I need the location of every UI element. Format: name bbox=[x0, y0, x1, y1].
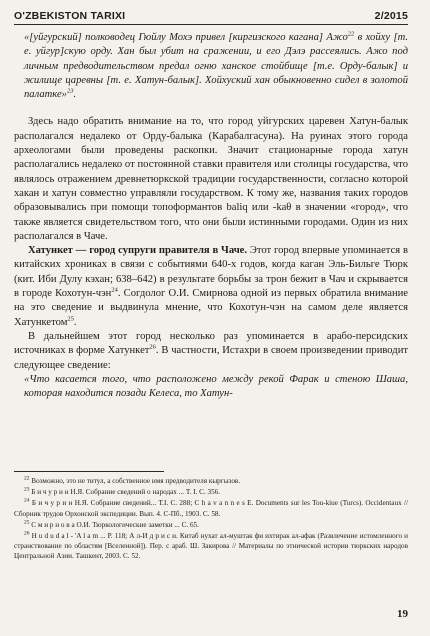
paragraph-2-text: Этот город впервые упоминается в китайских хрониках в связи с событиями 640-х годов, когда каган Эль-Бильге Тюрк (кит. Иби Дулу кэхан; 638–642) в результате борьбы за трон бежит в Чач и скрывается в городе Кохотун-чэн bbox=[14, 245, 409, 300]
footnote-number: 24 bbox=[24, 498, 30, 505]
page-number: 19 bbox=[397, 608, 408, 620]
footnote-ref-22: 22 bbox=[347, 30, 355, 38]
footnote-number: 22 bbox=[24, 475, 30, 482]
footnote-ref-24: 24 bbox=[111, 286, 118, 294]
footnote-ref-26: 26 bbox=[149, 343, 156, 351]
footnote-ref-23: 23 bbox=[66, 87, 74, 95]
footnote bbox=[14, 476, 408, 486]
paragraph-3 bbox=[14, 330, 408, 373]
paragraph-2-text-continued: . Согдолог О.И. Смирнова одной из первых обратила внимание на это сведение и выдвинула мнение, что Кохотун-чэн на самом деле является Хатункетом bbox=[14, 288, 408, 328]
footnote-text: H u d u d a l - 'A l a m ... P. 118; А л-И д р и с и. Китаб нухат ал-муштак фи ихтирак ал-афак (Развлечение истомленного и странствование по областям [Вселенной]). Пер. с араб. Ш. Закирова // Материалы по этнической истории тюркских народов Центральной Азии. Ташкент, 2003. С. 52. bbox=[14, 532, 409, 561]
footnote-number: 25 bbox=[24, 519, 30, 526]
quote-1-end: . bbox=[73, 89, 77, 101]
footnote-ref-25: 25 bbox=[67, 315, 74, 323]
paragraph-2-end: . bbox=[73, 316, 77, 328]
paragraph-3-text-continued: . В частности, Истахри в своем произведении приводит следующее сведение: bbox=[14, 345, 408, 371]
paragraph-3-text: В дальнейшем этот город несколько раз упоминается в арабо-персидских источниках в форме Хатункет bbox=[14, 330, 408, 357]
footnote-text: С м и р н о в а О.И. Тюркологические заметки ... С. 65. bbox=[31, 520, 199, 529]
footnote-number: 23 bbox=[24, 486, 30, 493]
footnote-text: Б и ч у р и н Н.Я. Собрание сведений о народах ... Т. I. С. 356. bbox=[31, 488, 221, 497]
footnote bbox=[14, 520, 408, 530]
quote-1-text-continued: в хойху [т. е. уйгур]скую орду. Хан был убит на сражении, и его Дэлэ рассеялись. Ажо под личным предводительством предал огню ханское стойбище [т.е. Орду-балык] и жилище царевны [т. е. Хатун-балык]. Хойхуский хан обыкновенно сидел в золотой палатке» bbox=[24, 32, 408, 101]
footnotes-section bbox=[14, 471, 408, 563]
paragraph-2 bbox=[14, 244, 408, 330]
footnote bbox=[14, 498, 408, 518]
journal-title: O'ZBEKISTON TARIXI bbox=[14, 10, 126, 22]
paragraph-1: Здесь надо обратить внимание на то, что город уйгурских царевен Хатун-балык располагался недалеко от Орду-балыка (Карабалгасуна). На руинах этого города археологами были проведены раскопки. Значит стационарные города хатун располагались недалеко от постоянной ставки правителя или столицы государства, что являлось отражением древнетюркской традиции государственности, согласно которой хакан и хатун совместно управляли государством. К тому же, названия таких городов образовывались при помощи топоформантов baliq или -kaθ в значении «город», что также является свидетельством того, что они были истинными городами. Один из них располагался в Чаче. bbox=[14, 116, 408, 242]
article-body bbox=[14, 31, 408, 401]
quote-block-2: «Что касается того, что расположено между рекой Фарак и стеною Шаша, которая находится позади Келеса, то Хатун- bbox=[24, 373, 408, 400]
footnote bbox=[14, 487, 408, 497]
footnote-number: 26 bbox=[24, 530, 30, 537]
quote-block-1 bbox=[14, 31, 408, 102]
quote-1-text: «[уйгурский] полководец Гюйлу Мохэ привел [киргизского кагана] Ажо bbox=[24, 32, 348, 43]
footnote bbox=[14, 531, 408, 562]
footnote-divider bbox=[14, 471, 164, 472]
footnote-text: Возможно, это не титул, а собственное имя предводителя кыргызов. bbox=[31, 477, 241, 485]
running-header bbox=[14, 10, 408, 25]
footnote-text: Б и ч у р и н Н.Я. Собрание сведений... Т.I. С. 288; C h a v a n n e s E. Documents sur les Tou-kiue (Turcs). Occidentaux // Сборник трудов Орхонской экспедиции. Вып. 4. С-Пб., 1903. С. 58. bbox=[14, 499, 409, 518]
issue-number: 2/2015 bbox=[374, 10, 408, 22]
section-lead: Хатункет — город супруги правителя в Чаче. bbox=[28, 245, 248, 257]
